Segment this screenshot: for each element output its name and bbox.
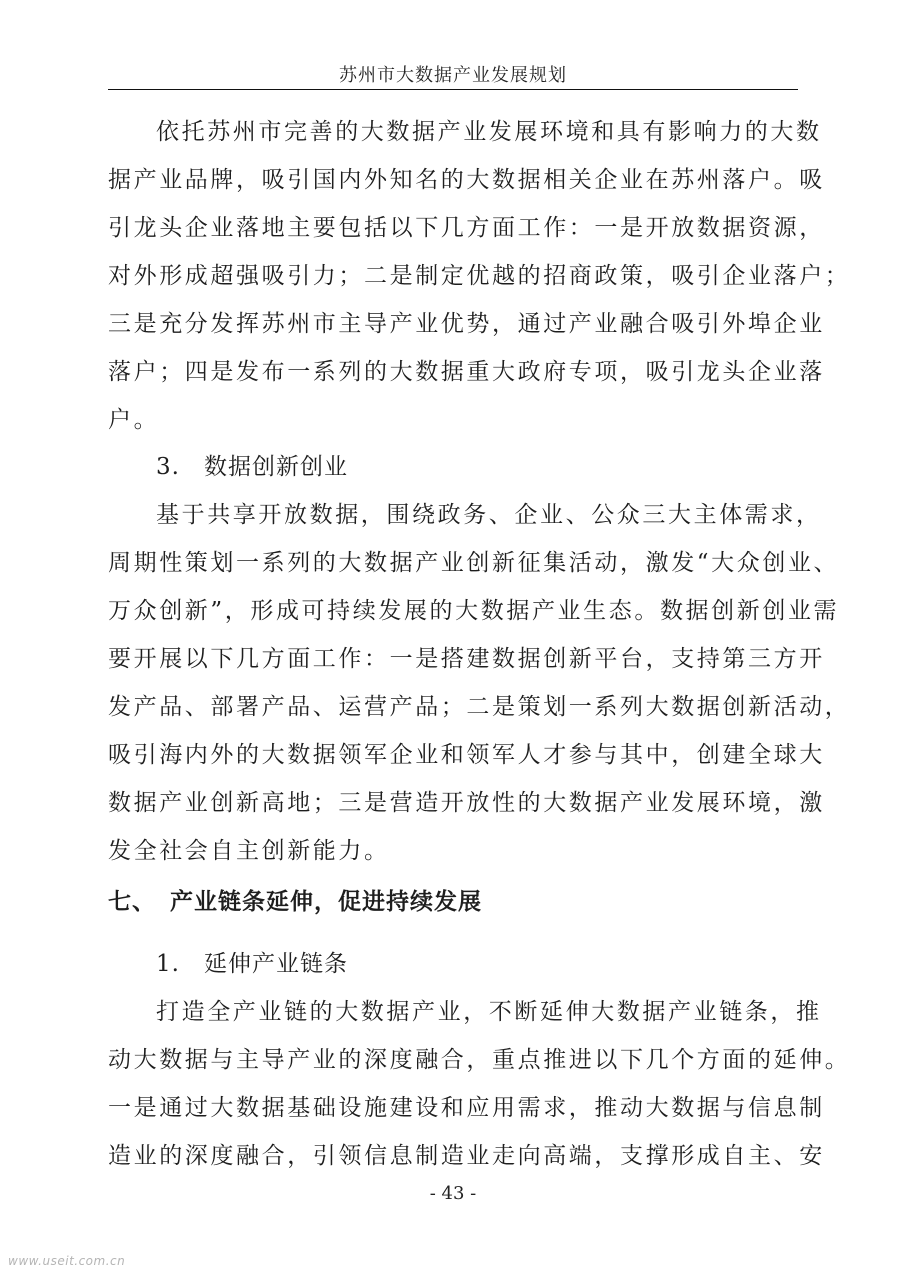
paragraph-line: 打造全产业链的大数据产业，不断延伸大数据产业链条，推 [156, 999, 822, 1025]
section-title: 产业链条延伸，促进持续发展 [170, 889, 482, 915]
paragraph-line: 发全社会自主创新能力。 [108, 838, 390, 864]
paragraph-line: 造业的深度融合，引领信息制造业走向高端，支撑形成自主、安 [108, 1143, 825, 1169]
paragraph-line: 要开展以下几方面工作：一是搭建数据创新平台，支持第三方开 [108, 646, 825, 672]
paragraph-line: 一是通过大数据基础设施建设和应用需求，推动大数据与信息制 [108, 1095, 825, 1121]
paragraph-line: 万众创新”，形成可持续发展的大数据产业生态。数据创新创业需 [108, 598, 840, 624]
paragraph-line: 依托苏州市完善的大数据产业发展环境和具有影响力的大数 [156, 119, 822, 145]
subheading-data-innovation [156, 443, 348, 491]
paragraph-line: 对外形成超强吸引力；二是制定优越的招商政策，吸引企业落户； [108, 263, 851, 289]
subheading-title: 数据创新创业 [204, 454, 348, 480]
paragraph-line: 动大数据与主导产业的深度融合，重点推进以下几个方面的延伸。 [108, 1047, 851, 1073]
section-number: 七、 [108, 889, 156, 915]
paragraph-line: 据产业品牌，吸引国内外知名的大数据相关企业在苏州落户。吸 [108, 167, 825, 193]
header-divider [108, 89, 798, 90]
paragraph-line: 发产品、部署产品、运营产品；二是策划一系列大数据创新活动， [108, 694, 851, 720]
paragraph-line: 基于共享开放数据，围绕政务、企业、公众三大主体需求， [156, 502, 822, 528]
page-header-title: 苏州市大数据产业发展规划 [339, 65, 567, 86]
subheading-number: 1. [156, 951, 180, 977]
section-heading-7 [108, 878, 482, 926]
paragraph-line: 吸引海内外的大数据领军企业和领军人才参与其中，创建全球大 [108, 742, 825, 768]
paragraph-line: 三是充分发挥苏州市主导产业优势，通过产业融合吸引外埠企业 [108, 311, 825, 337]
watermark-text: www.useit.com.cn [8, 1254, 126, 1268]
paragraph-line: 引龙头企业落地主要包括以下几方面工作：一是开放数据资源， [108, 215, 825, 241]
subheading-extend-chain [156, 940, 348, 988]
body-paragraph-1 [108, 108, 851, 444]
paragraph-line: 数据产业创新高地；三是营造开放性的大数据产业发展环境，激 [108, 790, 825, 816]
body-paragraph-3 [108, 988, 851, 1180]
paragraph-line: 周期性策划一系列的大数据产业创新征集活动，激发“大众创业、 [108, 550, 840, 576]
subheading-number: 3. [156, 454, 180, 480]
subheading-title: 延伸产业链条 [204, 951, 348, 977]
page-number: - 43 - [429, 1183, 477, 1204]
paragraph-line: 落户；四是发布一系列的大数据重大政府专项，吸引龙头企业落 [108, 359, 825, 385]
body-paragraph-2 [108, 491, 851, 875]
paragraph-line: 户。 [108, 407, 160, 433]
